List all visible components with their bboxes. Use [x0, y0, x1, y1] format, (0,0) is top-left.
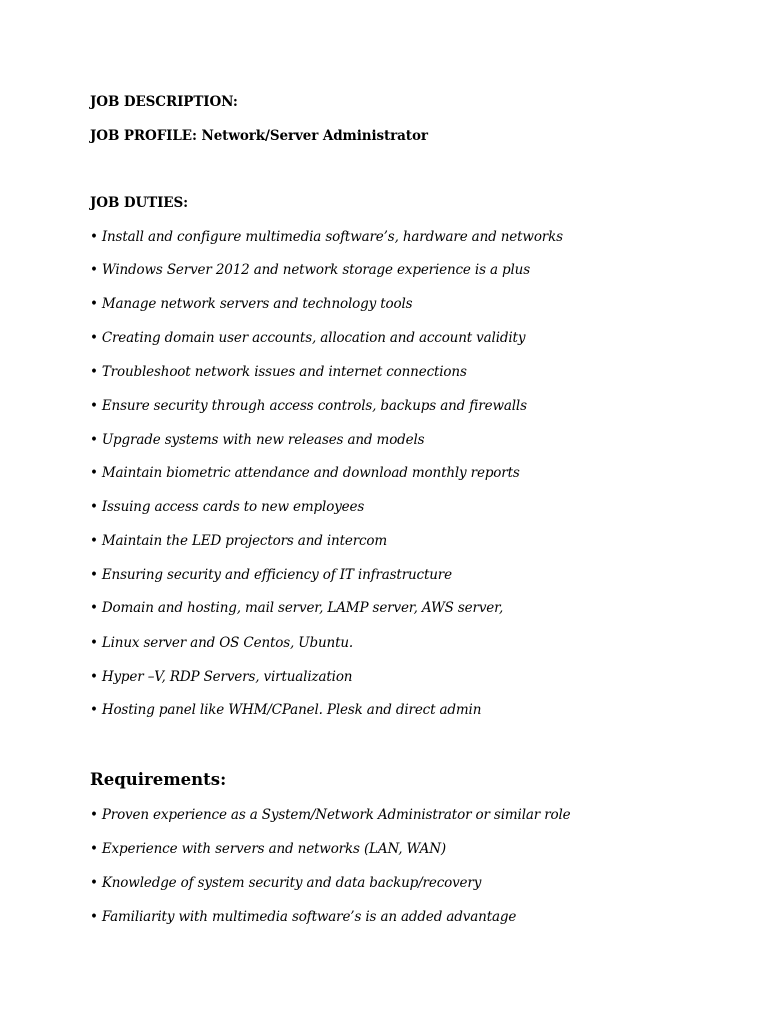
duty-text: Install and configure multimedia software’s, hardware and networks: [101, 229, 563, 245]
duty-text: Maintain the LED projectors and intercom: [101, 533, 388, 549]
list-item: [90, 911, 516, 925]
list-item: [90, 602, 503, 616]
list-item: [90, 843, 446, 857]
list-item: [90, 434, 424, 448]
bullet: •: [90, 702, 98, 718]
job-description-label: JOB DESCRIPTION:: [90, 94, 238, 110]
list-item: [90, 569, 452, 583]
job-profile-label: JOB PROFILE: Network/Server Administrator: [90, 128, 428, 144]
duty-text: Troubleshoot network issues and internet connections: [101, 364, 467, 380]
bullet: •: [90, 296, 98, 312]
bullet: •: [90, 567, 98, 583]
requirement-text: Experience with servers and networks (LAN, WAN): [101, 841, 446, 857]
bullet: •: [90, 229, 98, 245]
duty-text: Hyper –V, RDP Servers, virtualization: [101, 669, 353, 685]
duty-text: Ensuring security and efficiency of IT infrastructure: [101, 567, 452, 583]
list-item: [90, 332, 525, 346]
job-duties-label: JOB DUTIES:: [90, 195, 189, 211]
duty-text: Windows Server 2012 and network storage experience is a plus: [101, 262, 531, 278]
list-item: [90, 671, 352, 685]
bullet: •: [90, 909, 98, 925]
list-item: [90, 501, 364, 515]
bullet: •: [90, 262, 98, 278]
duty-text: Linux server and OS Centos, Ubuntu.: [101, 635, 354, 651]
list-item: [90, 877, 481, 891]
list-item: [90, 637, 353, 651]
list-item: [90, 231, 563, 245]
bullet: •: [90, 635, 98, 651]
requirement-text: Familiarity with multimedia software’s is an added advantage: [101, 909, 517, 925]
duty-text: Creating domain user accounts, allocation and account validity: [101, 330, 526, 346]
requirement-text: Proven experience as a System/Network Administrator or similar role: [101, 807, 571, 823]
bullet: •: [90, 432, 98, 448]
bullet: •: [90, 465, 98, 481]
list-item: [90, 366, 467, 380]
bullet: •: [90, 600, 98, 616]
bullet: •: [90, 875, 98, 891]
requirements-heading: Requirements:: [90, 770, 227, 789]
duty-text: Issuing access cards to new employees: [101, 499, 365, 515]
list-item: [90, 298, 412, 312]
list-item: [90, 264, 530, 278]
list-item: [90, 535, 387, 549]
bullet: •: [90, 669, 98, 685]
list-item: [90, 704, 481, 718]
requirement-text: Knowledge of system security and data backup/recovery: [101, 875, 482, 891]
bullet: •: [90, 499, 98, 515]
list-item: [90, 467, 520, 481]
duty-text: Manage network servers and technology tools: [101, 296, 413, 312]
list-item: [90, 400, 527, 414]
bullet: •: [90, 807, 98, 823]
duty-text: Hosting panel like WHM/CPanel. Plesk and direct admin: [101, 702, 482, 718]
duty-text: Ensure security through access controls, backups and firewalls: [101, 398, 527, 414]
bullet: •: [90, 841, 98, 857]
bullet: •: [90, 330, 98, 346]
duty-text: Upgrade systems with new releases and models: [101, 432, 425, 448]
duty-text: Maintain biometric attendance and download monthly reports: [101, 465, 520, 481]
bullet: •: [90, 364, 98, 380]
bullet: •: [90, 398, 98, 414]
duty-text: Domain and hosting, mail server, LAMP server, AWS server,: [101, 600, 504, 616]
list-item: [90, 809, 571, 823]
bullet: •: [90, 533, 98, 549]
